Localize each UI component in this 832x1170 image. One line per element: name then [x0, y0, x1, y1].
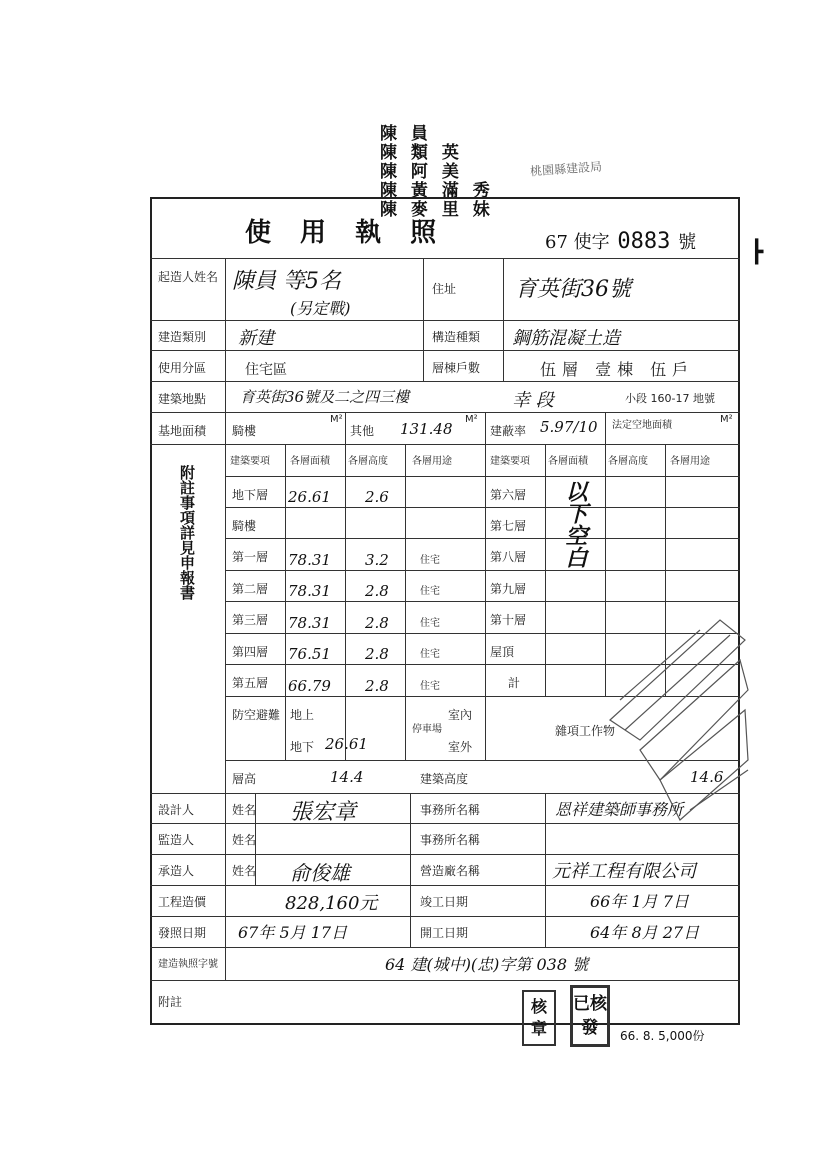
- label-f4: 第四層: [232, 645, 269, 659]
- unit-mark: M²: [330, 414, 343, 425]
- rule: [225, 570, 740, 571]
- rule: [225, 258, 226, 980]
- label-outdoor: 室外: [448, 740, 473, 754]
- value-storey-h: 14.4: [330, 768, 364, 786]
- value-f3-h: 2.8: [365, 614, 389, 632]
- print-note: 66. 8. 5,000份: [620, 1029, 705, 1043]
- label-contractor: 承造人: [158, 864, 195, 878]
- value-f4-h: 2.8: [365, 645, 389, 663]
- value-firm: 元祥工程有限公司: [552, 861, 696, 882]
- label-legal: 法定空地面積: [612, 420, 672, 431]
- owner-name: 陳 阿 美: [380, 162, 463, 182]
- label-basement: 地下層: [232, 488, 269, 502]
- value-issue: 67年 5月 17日: [238, 923, 348, 942]
- label-structure: 構造種類: [432, 330, 481, 344]
- value-zone: 住宅區: [245, 362, 287, 378]
- value-section: 幸 段: [512, 390, 554, 411]
- label-zone: 使用分區: [158, 361, 207, 375]
- label-site-area: 基地面積: [158, 424, 207, 438]
- value-f5-h: 2.8: [365, 677, 389, 695]
- rule: [150, 854, 740, 855]
- label-total: 計: [508, 676, 521, 690]
- col-area: 各層面積: [290, 456, 330, 467]
- rule: [345, 412, 346, 760]
- label-permit-ref: 建造執照字號: [158, 959, 218, 970]
- owner-name: 陳 類 英: [380, 143, 463, 163]
- label-underground: 地下: [290, 740, 315, 754]
- value-designer: 張宏章: [290, 800, 357, 825]
- rule: [150, 947, 740, 948]
- label-designer: 設計人: [158, 803, 195, 817]
- rule: [225, 507, 740, 508]
- label-f6: 第六層: [490, 488, 527, 502]
- rule: [150, 885, 740, 886]
- rule: [410, 793, 411, 947]
- label-shelter: 防空避難: [232, 708, 281, 722]
- label-f9: 第九層: [490, 582, 527, 596]
- value-f1-area: 78.31: [288, 551, 331, 569]
- rule: [150, 320, 740, 321]
- label-office: 事務所名稱: [420, 833, 481, 847]
- label-f10: 第十層: [490, 613, 527, 627]
- value-address: 育英街36號: [515, 277, 631, 302]
- rule: [405, 444, 406, 760]
- value-cost: 828,160元: [285, 893, 378, 914]
- rule: [285, 444, 286, 760]
- value-permit-ref: 64 建(城中)(忠)字第 038 號: [385, 955, 589, 974]
- label-arcade: 騎樓: [232, 424, 257, 438]
- rule: [423, 258, 424, 381]
- label-indoor: 室內: [448, 708, 473, 722]
- label-arcade2: 騎樓: [232, 519, 257, 533]
- value-start: 64年 8月 27日: [590, 923, 700, 942]
- label-f8: 第八層: [490, 550, 527, 564]
- value-builder-note: (另定戰): [290, 299, 351, 318]
- col-item: 建築要項: [490, 456, 530, 467]
- label-cost: 工程造價: [158, 895, 207, 909]
- value-lot: 小段 160-17 地號: [625, 392, 715, 405]
- rule: [225, 476, 740, 477]
- value-finish: 66年 1月 7日: [590, 892, 689, 911]
- label-f1: 第一層: [232, 550, 269, 564]
- label-f3: 第三層: [232, 613, 269, 627]
- label-finish: 竣工日期: [420, 895, 469, 909]
- label-supervisor: 監造人: [158, 833, 195, 847]
- rule: [150, 412, 740, 413]
- value-category: 新建: [238, 328, 274, 349]
- value-coverage: 5.97/10: [540, 418, 598, 436]
- value-f2-use: 住宅: [420, 586, 440, 597]
- label-f2: 第二層: [232, 582, 269, 596]
- rule: [150, 444, 740, 445]
- label-address: 住址: [432, 282, 457, 296]
- value-f1-use: 住宅: [420, 555, 440, 566]
- value-basement-h: 2.6: [365, 488, 389, 506]
- label-coverage: 建蔽率: [490, 424, 527, 438]
- value-office: 恩祥建築師事務所: [555, 800, 684, 819]
- value-bldg-h: 14.6: [690, 768, 724, 786]
- permit-suffix: 號: [678, 232, 697, 253]
- rule: [150, 916, 740, 917]
- label-floors: 層棟戶數: [432, 361, 481, 375]
- unit-mark: M²: [720, 414, 733, 425]
- label-firm: 營造廠名稱: [420, 864, 481, 878]
- rule: [503, 258, 504, 381]
- permit-prefix: 使字: [573, 232, 610, 253]
- value-f2-h: 2.8: [365, 582, 389, 600]
- label-site: 建築地點: [158, 392, 207, 406]
- issued-stamp: 已核發: [570, 985, 610, 1047]
- label-category: 建造類別: [158, 330, 207, 344]
- label-start: 開工日期: [420, 926, 469, 940]
- col-height: 各層高度: [608, 456, 648, 467]
- value-f3-use: 住宅: [420, 618, 440, 629]
- col-use: 各層用途: [670, 456, 710, 467]
- col-area: 各層面積: [548, 456, 588, 467]
- col-item: 建築要項: [230, 456, 270, 467]
- col-use: 各層用途: [412, 456, 452, 467]
- label-misc: 雜項工作物: [555, 724, 616, 738]
- label-other: 其他: [350, 424, 375, 438]
- value-shelter-under: 26.61: [325, 735, 368, 753]
- owner-name: 陳 麥 里 妹: [380, 200, 494, 220]
- col-height: 各層高度: [348, 456, 388, 467]
- agency-stamp: 桃園縣建設局: [529, 159, 603, 179]
- label-builder: 起造人姓名: [158, 270, 219, 284]
- value-f1-h: 3.2: [365, 551, 389, 569]
- label-parking: 停車場: [412, 724, 442, 735]
- value-builder: 陳員 等5名: [232, 269, 341, 294]
- rule: [545, 793, 546, 947]
- rule: [150, 258, 740, 259]
- label-f5: 第五層: [232, 676, 269, 690]
- value-f4-area: 76.51: [288, 645, 331, 663]
- hand-sketch: [600, 600, 750, 840]
- label-note: 附註: [158, 995, 183, 1009]
- owner-name: 陳 黃 滿 秀: [380, 181, 494, 201]
- label-name: 姓名: [232, 864, 257, 878]
- permit-serial: 0883: [617, 229, 671, 254]
- value-site: 育英街36號及二之四三樓: [240, 388, 410, 406]
- value-other-area: 131.48: [400, 420, 453, 438]
- rule: [150, 350, 740, 351]
- rule: [545, 444, 546, 697]
- value-f3-area: 78.31: [288, 614, 331, 632]
- label-name: 姓名: [232, 803, 257, 817]
- permit-year: 67: [545, 232, 568, 253]
- label-roof: 屋頂: [490, 645, 515, 659]
- form-title: 使 用 執 照: [245, 218, 447, 248]
- value-f2-area: 78.31: [288, 582, 331, 600]
- margin-mark: ┣: [750, 240, 764, 265]
- value-basement-area: 26.61: [288, 488, 331, 506]
- label-storey-h: 層高: [232, 772, 257, 786]
- label-office: 事務所名稱: [420, 803, 481, 817]
- rule: [150, 980, 740, 981]
- label-issue: 發照日期: [158, 926, 207, 940]
- owner-name: 陳 員: [380, 124, 432, 144]
- value-floors: 伍層 壹棟 伍戶: [540, 360, 695, 379]
- value-contractor: 俞俊雄: [290, 861, 350, 885]
- value-structure: 鋼筋混凝土造: [512, 328, 620, 349]
- label-f7: 第七層: [490, 519, 527, 533]
- approval-stamp: 核章: [522, 990, 556, 1046]
- label-bldg-h: 建築高度: [420, 772, 469, 786]
- label-name: 姓名: [232, 833, 257, 847]
- rule: [150, 381, 740, 382]
- value-f4-use: 住宅: [420, 649, 440, 660]
- value-f5-use: 住宅: [420, 681, 440, 692]
- permit-number: [545, 228, 696, 254]
- rule: [485, 412, 486, 760]
- rule: [225, 538, 740, 539]
- value-upper-blank: 以下空白: [562, 480, 588, 568]
- value-f5-area: 66.79: [288, 677, 331, 695]
- label-ground: 地上: [290, 708, 315, 722]
- unit-mark: M²: [465, 414, 478, 425]
- side-annotation: 附註事項詳見申報書: [178, 465, 196, 600]
